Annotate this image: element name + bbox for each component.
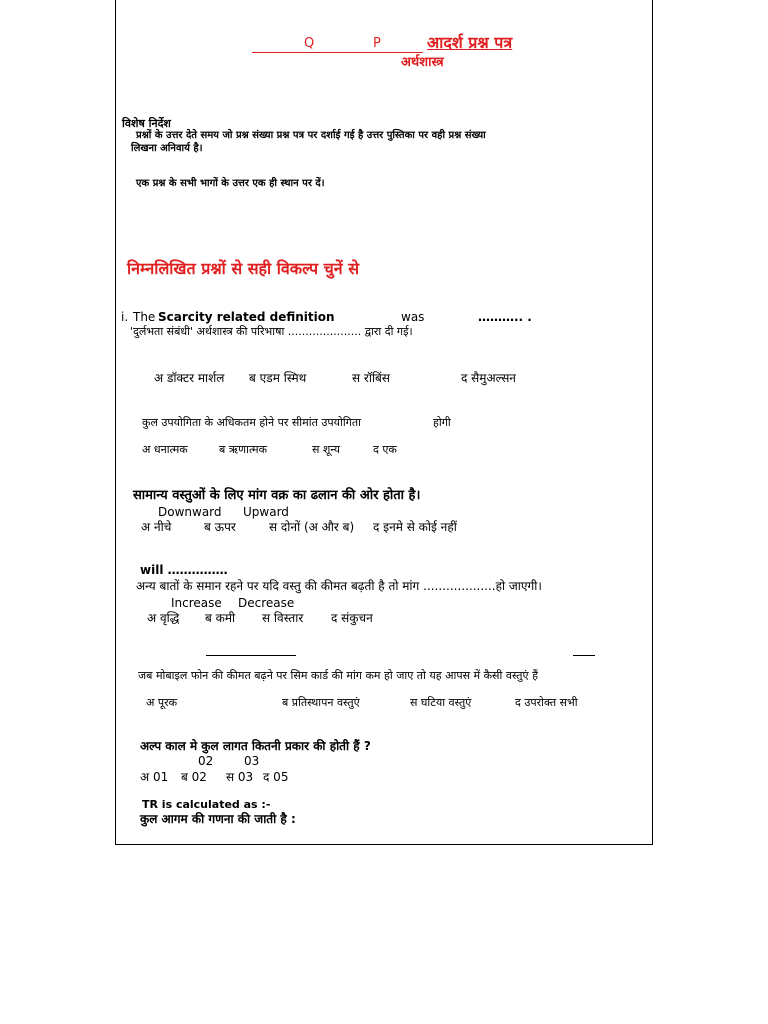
q3-en-option-1: Downward xyxy=(158,505,222,519)
q2-hi-text: कुल उपयोगिता के अधिकतम होने पर सीमांत उपयोगिता xyxy=(142,416,361,429)
q2-option-c: स शून्य xyxy=(312,443,341,456)
q4-option-a: अ वृद्धि xyxy=(147,611,180,625)
q2-suffix: होगी xyxy=(433,416,451,429)
q1-hi-text: 'दुर्लभता संबंधी' अर्थशास्त्र की परिभाषा ..................... द्वारा दी गई। xyxy=(130,325,413,338)
q1-number: i. xyxy=(121,310,129,324)
q1-option-a: अ डॉक्टर मार्शल xyxy=(154,371,225,385)
q1-en-text: Scarcity related definition xyxy=(158,310,335,324)
q1-en-was: was xyxy=(401,310,425,324)
q3-option-d: द इनमे से कोई नहीं xyxy=(373,520,457,534)
q3-option-b: ब ऊपर xyxy=(204,520,236,534)
document-page xyxy=(115,0,653,845)
q1-option-b: ब एडम स्मिथ xyxy=(249,371,307,385)
blank-line-right xyxy=(573,655,595,656)
q1-en-the: The xyxy=(133,310,156,324)
q2-option-d: द एक xyxy=(373,443,397,456)
q6-option-a: अ 01 xyxy=(140,770,169,784)
instructions-line-2: लिखना अनिवार्य है। xyxy=(131,143,203,154)
q5-hi-text: जब मोबाइल फोन की कीमत बढ़ने पर सिम कार्ड की मांग कम हो जाए तो यह आपस में कैसी वस्तुएं हैं xyxy=(138,669,538,682)
q3-hi-text: सामान्य वस्तुओं के लिए मांग वक्र का ढलान की ओर होता है। xyxy=(133,488,421,503)
instructions-line-3: एक प्रश्न के सभी भागों के उत्तर एक ही स्थान पर दें। xyxy=(136,178,325,189)
q1-en-blank: ……….. . xyxy=(478,310,532,324)
q5-option-d: द उपरोक्त सभी xyxy=(515,696,578,709)
q2-option-b: ब ऋणात्मक xyxy=(219,443,268,456)
q6-en-option-2: 03 xyxy=(244,754,260,768)
q4-en-option-2: Decrease xyxy=(238,596,295,610)
instructions-heading: विशेष निर्देश xyxy=(122,117,171,130)
q5-option-b: ब प्रतिस्थापन वस्तुएं xyxy=(282,696,360,709)
q4-en-option-1: Increase xyxy=(171,596,222,610)
q6-hi-text: अल्प काल मे कुल लागत कितनी प्रकार की होती हैं ? xyxy=(140,739,371,753)
q1-option-d: द सैमुअल्सन xyxy=(461,371,516,385)
q4-option-c: स विस्तार xyxy=(262,611,304,625)
q2-option-a: अ धनात्मक xyxy=(142,443,188,456)
q6-option-b: ब 02 xyxy=(181,770,207,784)
q6-en-option-1: 02 xyxy=(198,754,214,768)
instructions-line-1: प्रश्नों के उत्तर देते समय जो प्रश्न संख्या प्रश्न पत्र पर दर्शाई गई है उत्तर पुस्तिका पर वही प्रश्न संख्या xyxy=(136,130,486,141)
subject-title: अर्थशास्त्र xyxy=(401,55,444,70)
header-underline-left xyxy=(252,52,423,53)
page-title: आदर्श प्रश्न पत्र xyxy=(427,33,513,52)
q3-en-option-2: Upward xyxy=(243,505,289,519)
header-q: Q xyxy=(304,36,315,51)
q7-hi-text: कुल आगम की गणना की जाती है : xyxy=(140,812,296,826)
blank-line-left xyxy=(206,655,296,656)
header-p: P xyxy=(373,36,381,51)
q6-option-d: द 05 xyxy=(263,770,289,784)
q6-option-c: स 03 xyxy=(226,770,254,784)
q3-option-c: स दोनों (अ और ब) xyxy=(269,520,355,534)
q3-option-a: अ नीचे xyxy=(141,520,172,534)
q5-option-a: अ पूरक xyxy=(146,696,178,709)
q1-option-c: स रॉबिंस xyxy=(352,371,391,385)
section-title: निम्नलिखित प्रश्नों से सही विकल्प चुनें से xyxy=(127,259,360,278)
q4-en-text: will …………… xyxy=(140,563,228,577)
q4-hi-text: अन्य बातों के समान रहने पर यदि वस्तु की कीमत बढ़ती है तो मांग ...................हो जाएगी। xyxy=(136,579,542,593)
q7-en-text: TR is calculated as :- xyxy=(142,798,271,811)
q5-option-c: स घटिया वस्तुएं xyxy=(410,696,472,709)
q4-option-d: द संकुचन xyxy=(331,611,373,625)
q4-option-b: ब कमी xyxy=(205,611,236,625)
